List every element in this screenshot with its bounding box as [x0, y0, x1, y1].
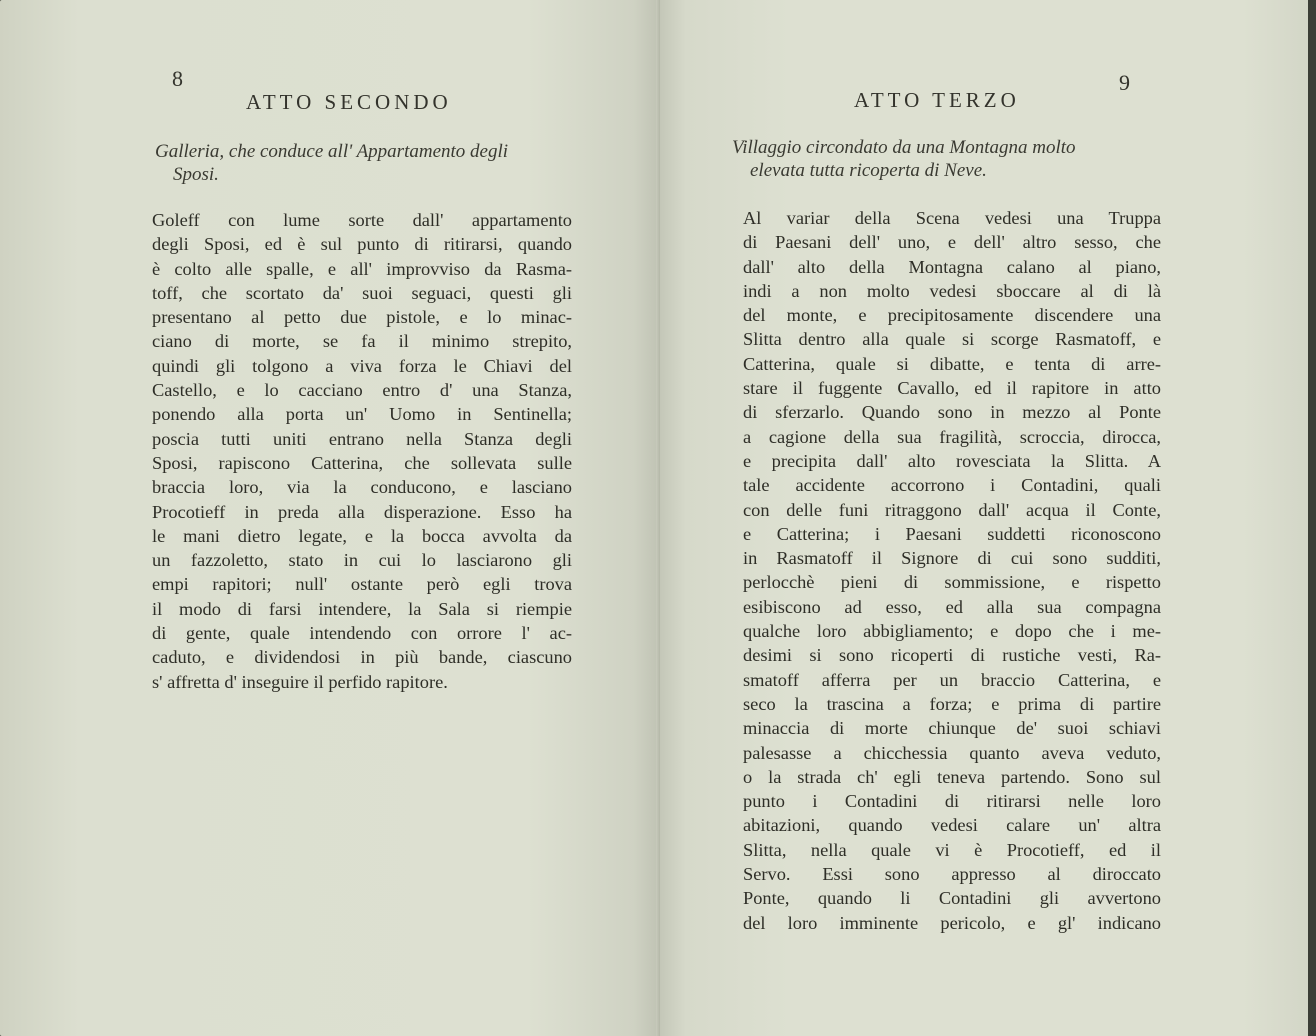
body-line: un fazzoletto, stato in cui lo lasciarono gli	[152, 550, 572, 571]
body-line: stare il fuggente Cavallo, ed il rapitore in atto	[743, 378, 1161, 399]
body-line: desimi si sono ricoperti di rustiche vesti, Ra-	[743, 645, 1161, 666]
right-scene-title-line2: elevata tutta ricoperta di Neve.	[750, 160, 987, 181]
body-line: e precipita dall' alto rovesciata la Slitta. A	[743, 450, 1161, 471]
body-line: Slitta dentro alla quale si scorge Rasmatoff, e	[743, 329, 1161, 350]
body-line: del loro imminente pericolo, e gl' indicano	[743, 912, 1161, 933]
body-line: caduto, e dividendosi in più bande, ciascuno	[152, 647, 572, 668]
right-act-heading: ATTO TERZO	[854, 88, 1020, 112]
body-line: punto i Contadini di ritirarsi nelle loro	[743, 791, 1161, 812]
left-scene-title-line1: Galleria, che conduce all' Appartamento degli	[155, 141, 509, 162]
left-act-heading: ATTO SECONDO	[246, 90, 452, 114]
body-line: Procotieff in preda alla disperazione. Esso ha	[152, 501, 572, 522]
body-line: con delle funi ritraggono dall' acqua il Conte,	[743, 499, 1161, 520]
body-line: Al variar della Scena vedesi una Truppa	[743, 208, 1161, 228]
right-page	[660, 0, 1308, 1036]
body-line: indi a non molto vedesi sboccare al di là	[743, 280, 1161, 301]
body-line: ciano di morte, se fa il minimo strepito,	[152, 331, 572, 352]
body-line: tale accidente accorrono i Contadini, quali	[743, 475, 1161, 496]
right-scene-title	[732, 136, 1162, 182]
body-line: o la strada ch' egli teneva partendo. Sono sul	[743, 766, 1161, 787]
body-line: del monte, e precipitosamente discendere una	[743, 305, 1161, 326]
body-line: Goleff con lume sorte dall' appartamento	[152, 210, 572, 230]
body-line: esibiscono ad esso, ed alla sua compagna	[743, 596, 1161, 617]
body-line: ponendo alla porta un' Uomo in Sentinella;	[152, 404, 572, 425]
body-line: e Catterina; i Paesani suddetti riconoscono	[743, 523, 1161, 544]
body-line: dall' alto della Montagna calano al piano,	[743, 256, 1161, 277]
body-line: Ponte, quando li Contadini gli avvertono	[743, 888, 1161, 909]
body-line: seco la trascina a forza; e prima di partire	[743, 693, 1161, 714]
body-line: a cagione della sua fragilità, scroccia, dirocca,	[743, 426, 1161, 447]
body-line: palesasse a chicchessia quanto aveva veduto,	[743, 742, 1161, 763]
left-page-number: 8	[172, 66, 183, 91]
body-line: quindi gli tolgono a viva forza le Chiavi del	[152, 355, 572, 376]
body-line: Servo. Essi sono appresso al diroccato	[743, 864, 1161, 885]
body-line: il modo di farsi intendere, la Sala si riempie	[152, 598, 572, 619]
body-line: qualche loro abbigliamento; e dopo che i me-	[743, 621, 1161, 642]
body-line: toff, che scortato da' suoi seguaci, questi gli	[152, 282, 572, 303]
body-line: Castello, e lo cacciano entro d' una Stanza,	[152, 380, 572, 401]
body-line: di gente, quale intendendo con orrore l' ac-	[152, 623, 572, 644]
body-line: abitazioni, quando vedesi calare un' altra	[743, 815, 1161, 836]
right-body-text	[743, 206, 1161, 935]
body-line: in Rasmatoff il Signore di cui sono sudditi,	[743, 548, 1161, 569]
body-line: smatoff afferra per un braccio Catterina, e	[743, 669, 1161, 690]
body-line: empi rapitori; null' ostante però egli trova	[152, 574, 572, 595]
left-body-text	[152, 208, 572, 694]
body-line: presentano al petto due pistole, e lo minac-	[152, 307, 572, 328]
right-scene-title-line1: Villaggio circondato da una Montagna molto	[732, 137, 1076, 158]
body-line: di sferzarlo. Quando sono in mezzo al Ponte	[743, 402, 1161, 423]
body-line: minaccia di morte chiunque de' suoi schiavi	[743, 718, 1161, 739]
body-line: di Paesani dell' uno, e dell' altro sesso, che	[743, 232, 1161, 253]
body-line: braccia loro, via la conducono, e lasciano	[152, 477, 572, 498]
body-line: Slitta, nella quale vi è Procotieff, ed il	[743, 839, 1161, 860]
body-line: poscia tutti uniti entrano nella Stanza degli	[152, 428, 572, 449]
left-scene-title	[155, 140, 575, 186]
body-line: s' affretta d' inseguire il perfido rapitore.	[152, 671, 448, 692]
body-line: è colto alle spalle, e all' improvviso da Rasma-	[152, 258, 572, 279]
right-page-number: 9	[1119, 70, 1130, 95]
body-line: perlocchè pieni di sommissione, e rispetto	[743, 572, 1161, 593]
body-line: degli Sposi, ed è sul punto di ritirarsi, quando	[152, 234, 572, 255]
body-line: Catterina, quale si dibatte, e tenta di arre-	[743, 353, 1161, 374]
left-scene-title-line2: Sposi.	[173, 164, 219, 185]
body-line: le mani dietro legate, e la bocca avvolta da	[152, 525, 572, 546]
body-line: Sposi, rapiscono Catterina, che sollevata sulle	[152, 452, 572, 473]
